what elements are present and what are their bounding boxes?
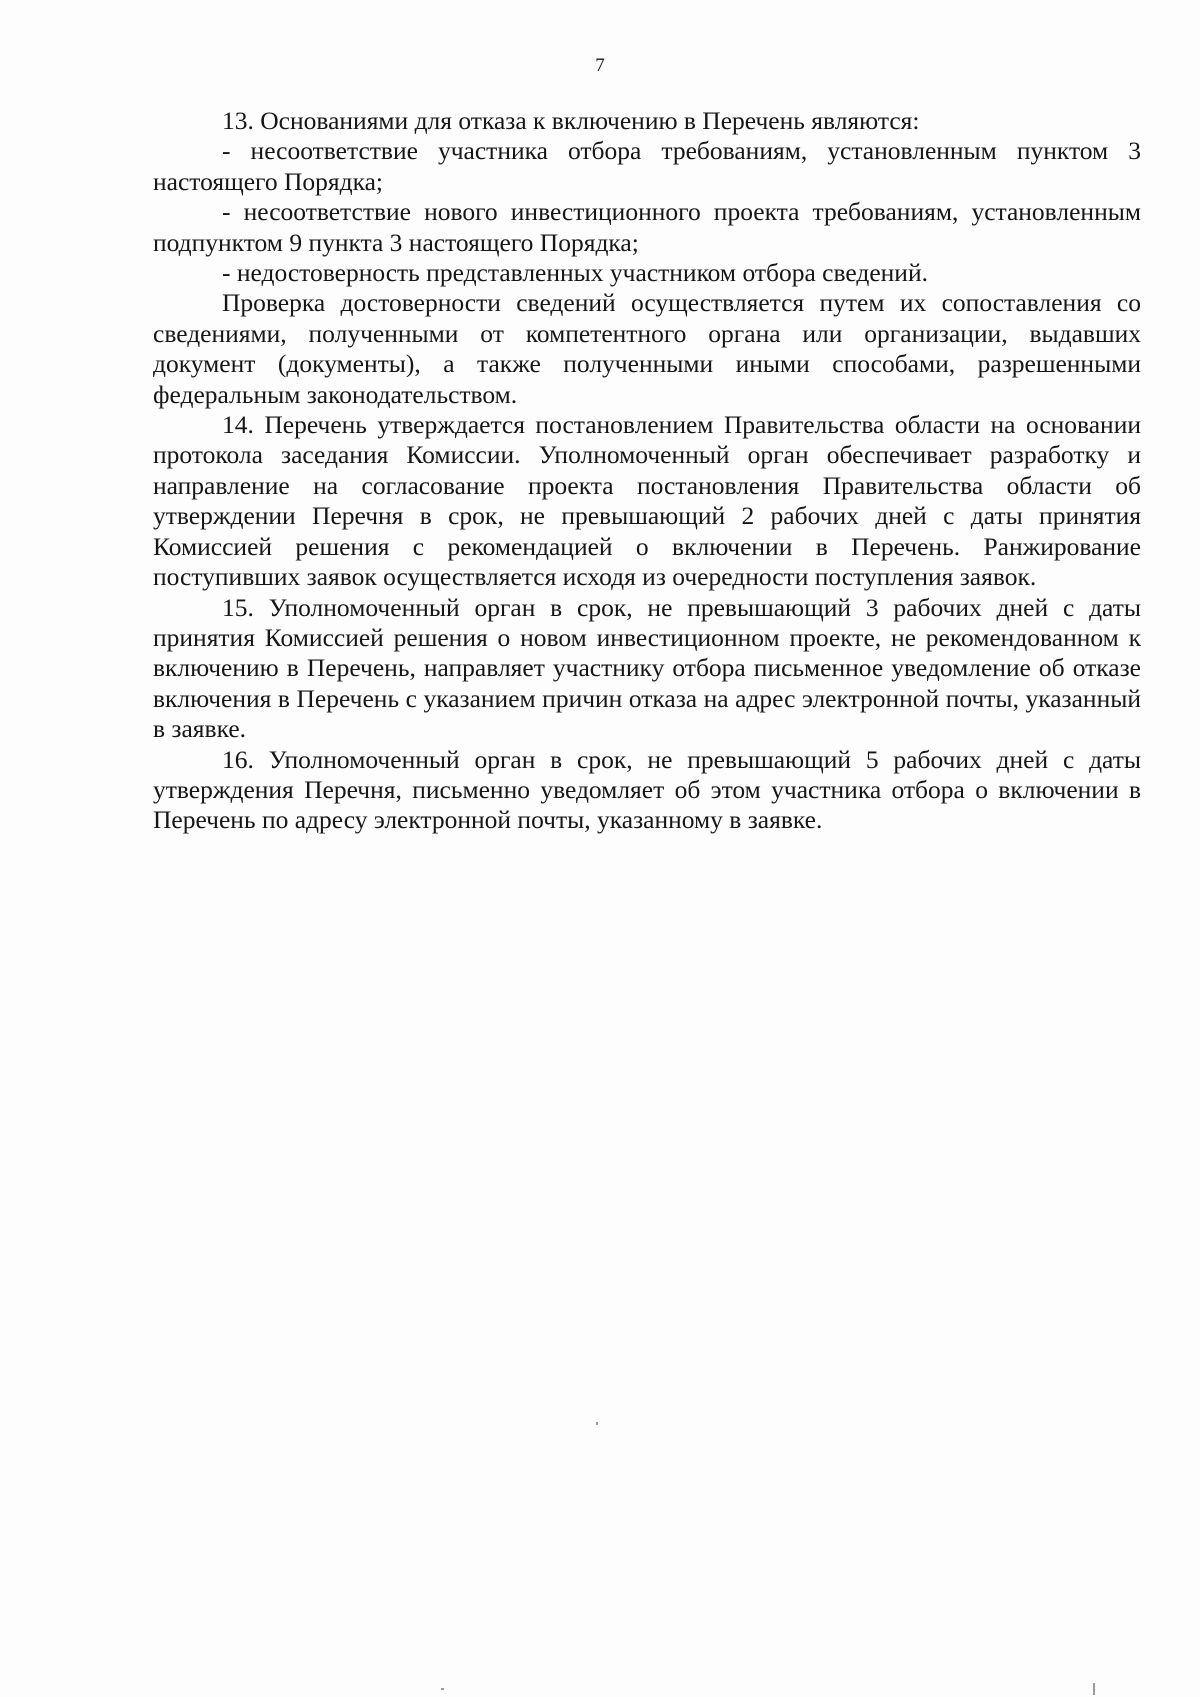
page-number: 7 xyxy=(595,55,605,76)
paragraph-15: 15. Уполномоченный орган в срок, не превышающий 3 рабочих дней с даты принятия Комиссией решения о новом инвестиционном проекте, не рекомендованном к включению в Перечень, направляет участнику отбора письменное уведомление об отказе включения в Перечень с указанием причин отказа на адрес электронной почты, указанный в заявке. xyxy=(153,592,1141,744)
paragraph-16: 16. Уполномоченный орган в срок, не превышающий 5 рабочих дней с даты утверждения Перечня, письменно уведомляет об этом участника отбора о включении в Перечень по адресу электронной почты, указанному в заявке. xyxy=(153,744,1141,835)
paragraph-13-heading: 13. Основаниями для отказа к включению в Перечень являются: xyxy=(222,106,920,135)
paragraph-13-item-2: - несоответствие нового инвестиционного проекта требованиям, установленным подпунктом 9 пункта 3 настоящего Порядка; xyxy=(153,197,1141,257)
paragraph-13-item-1: - несоответствие участника отбора требованиям, установленным пунктом 3 настоящего Порядка; xyxy=(153,136,1141,196)
paragraph-13-verification: Проверка достоверности сведений осуществляется путем их сопоставления со сведениями, полученными от компетентного органа или организации, выдавших документ (документы), а также полученными иными способами, разрешенными федеральным законодательством. xyxy=(153,288,1141,409)
document-body xyxy=(153,106,1141,836)
paragraph-13-item-3: - недостоверность представленных участником отбора сведений. xyxy=(222,258,928,288)
scan-speck xyxy=(1093,1683,1095,1695)
paragraph-14: 14. Перечень утверждается постановлением Правительства области на основании протокола заседания Комиссии. Уполномоченный орган обеспечивает разработку и направление на согласование проекта постановления Правительства области об утверждении Перечня в срок, не превышающий 2 рабочих дней с даты принятия Комиссией решения с рекомендацией о включении в Перечень. Ранжирование поступивших заявок осуществляется исходя из очередности поступления заявок. xyxy=(153,410,1141,592)
scan-speck xyxy=(441,1688,444,1690)
scan-speck xyxy=(596,1422,598,1425)
